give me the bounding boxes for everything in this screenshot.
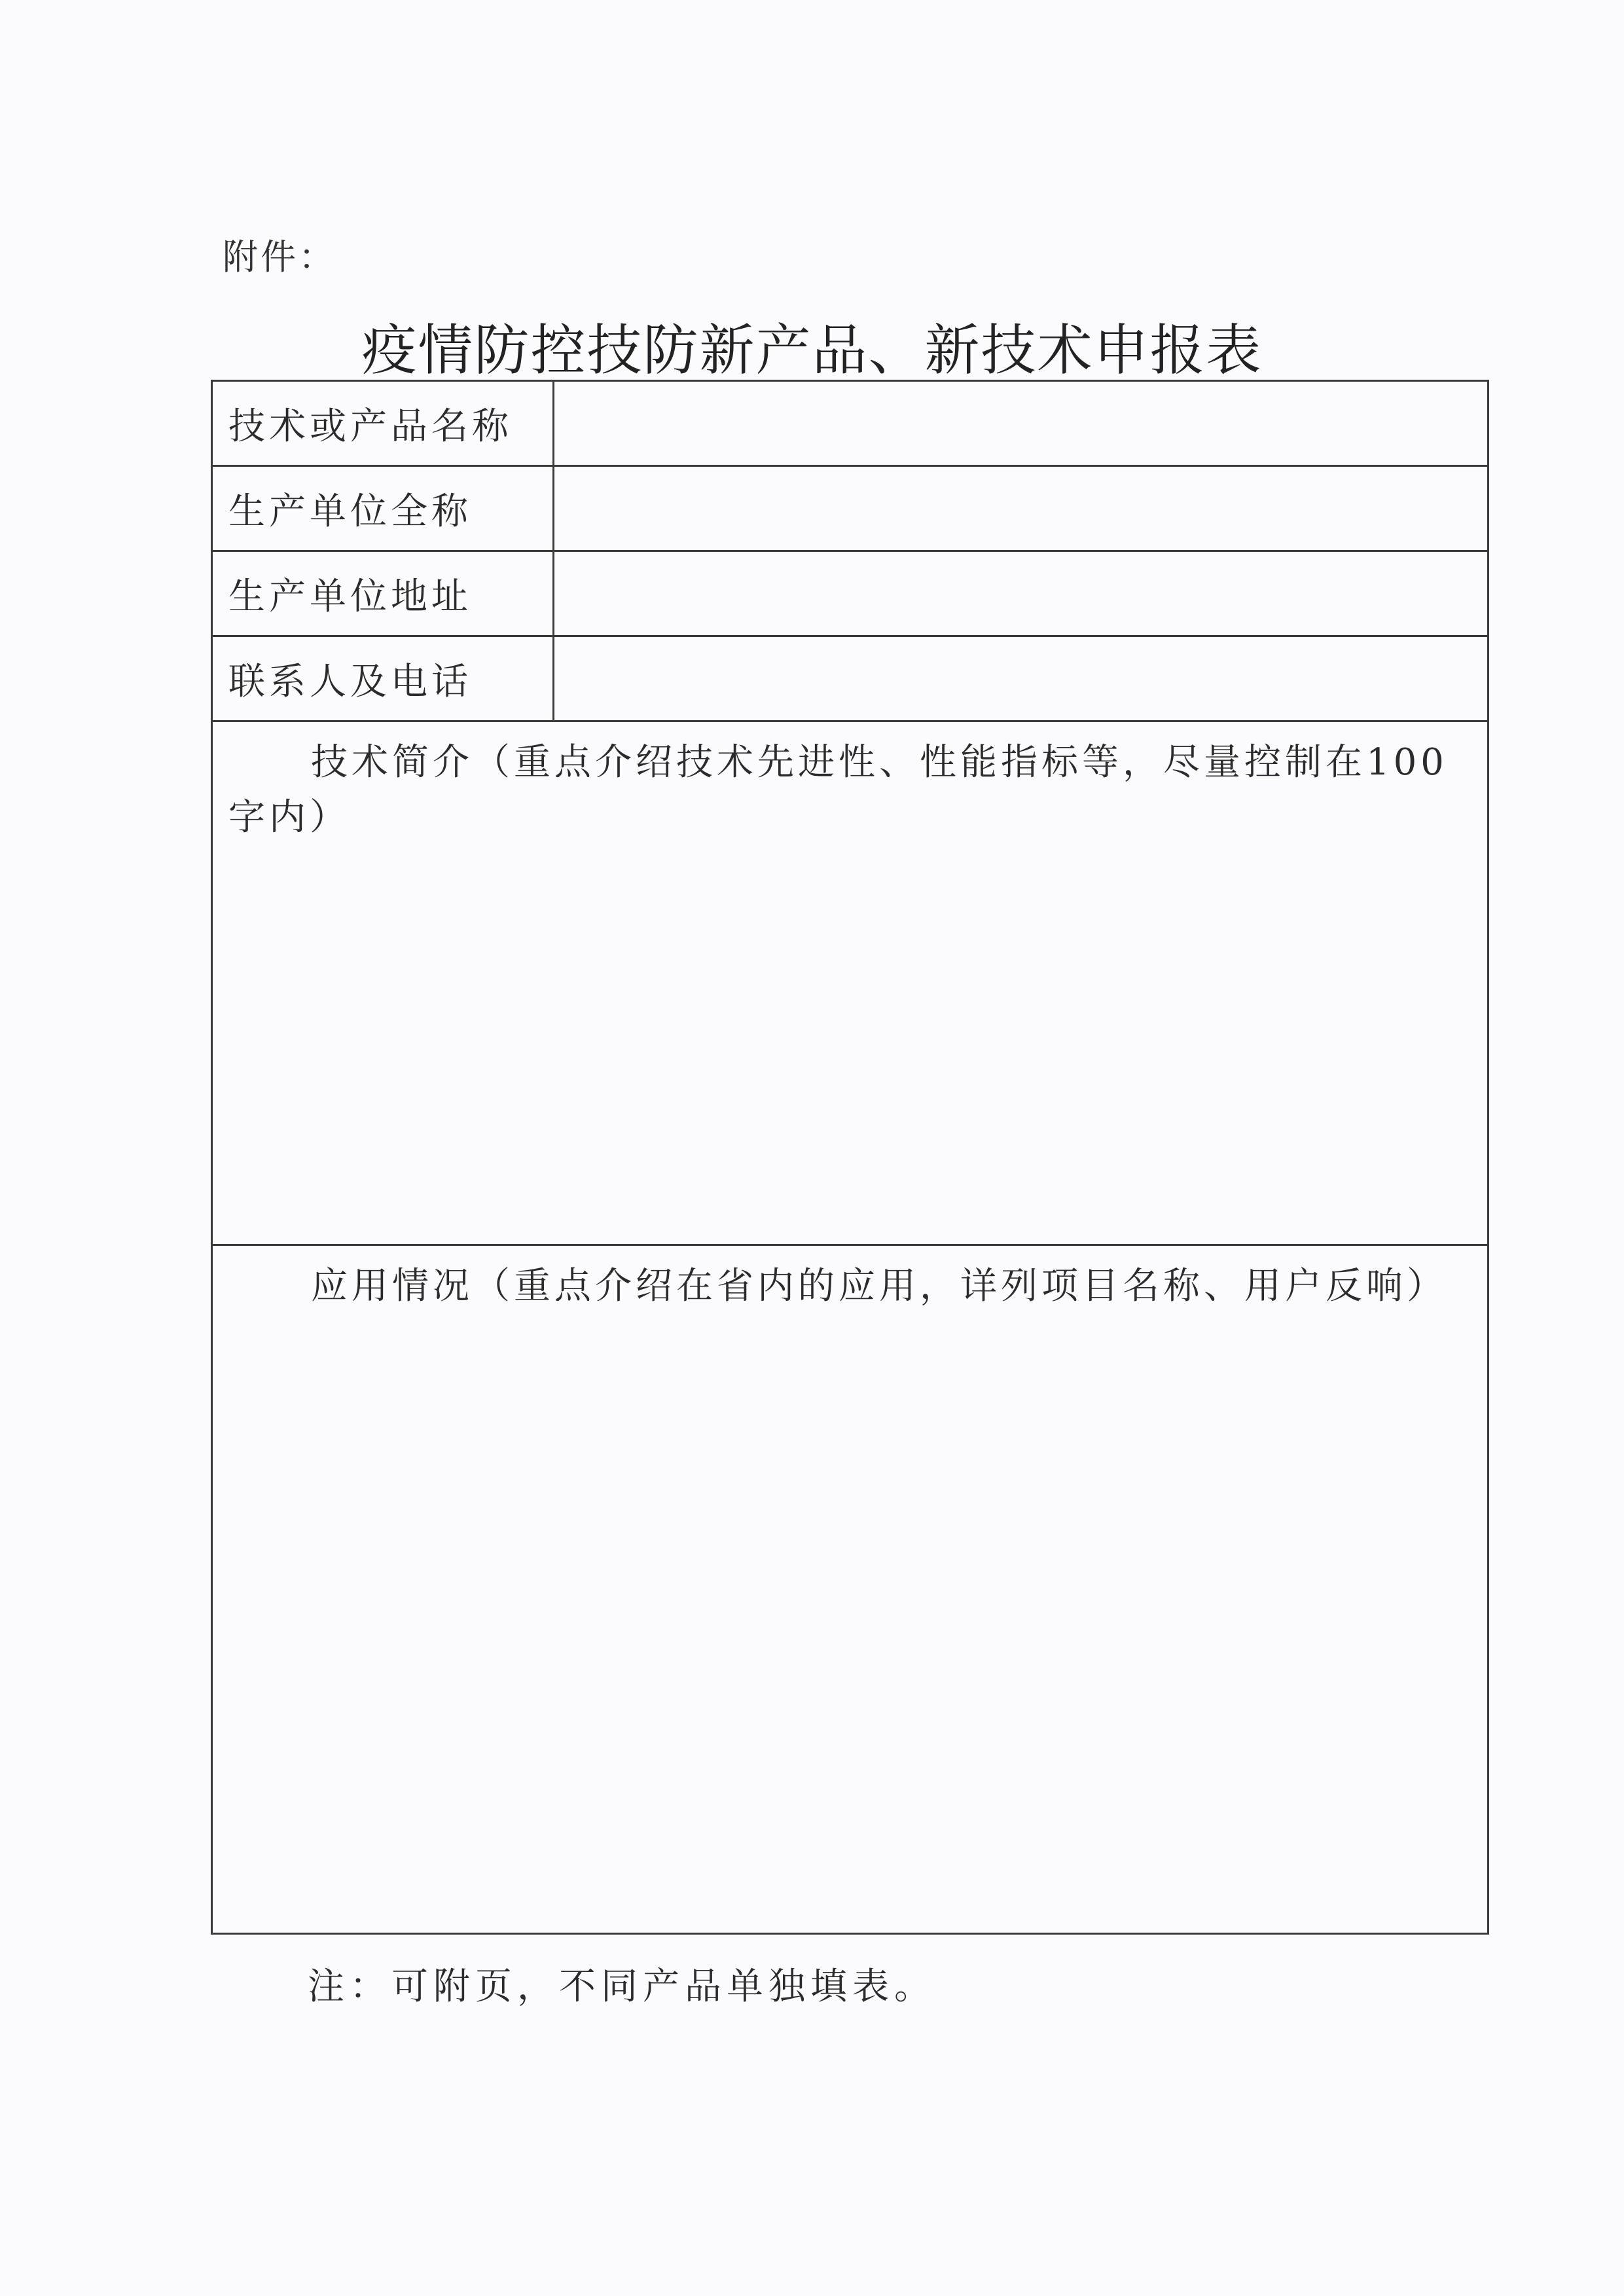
attachment-label: 附件： — [223, 236, 336, 278]
tech-intro-section — [213, 722, 1487, 1246]
application-form-table — [211, 380, 1489, 1935]
product-name-field[interactable] — [554, 382, 1487, 465]
tech-intro-heading: 技术简介（重点介绍技术先进性、性能指标等，尽量控制在100字内） — [228, 741, 1448, 839]
company-address-field[interactable] — [554, 552, 1487, 635]
form-row-contact — [213, 637, 1487, 722]
form-row-product-name — [213, 382, 1487, 467]
row-label: 生产单位全称 — [213, 467, 554, 550]
contact-field[interactable] — [554, 637, 1487, 720]
row-label: 生产单位地址 — [213, 552, 554, 635]
application-section — [213, 1246, 1487, 1933]
form-note: 注：可附页，不同产品单独填表。 — [308, 1965, 936, 2008]
company-name-field[interactable] — [554, 467, 1487, 550]
row-label: 技术或产品名称 — [213, 382, 554, 465]
form-row-company-address — [213, 552, 1487, 637]
form-row-company-name — [213, 467, 1487, 552]
application-heading: 应用情况（重点介绍在省内的应用，详列项目名称、用户反响） — [311, 1265, 1447, 1307]
form-title: 疫情防控技防新产品、新技术申报表 — [361, 318, 1263, 382]
row-label: 联系人及电话 — [213, 637, 554, 720]
